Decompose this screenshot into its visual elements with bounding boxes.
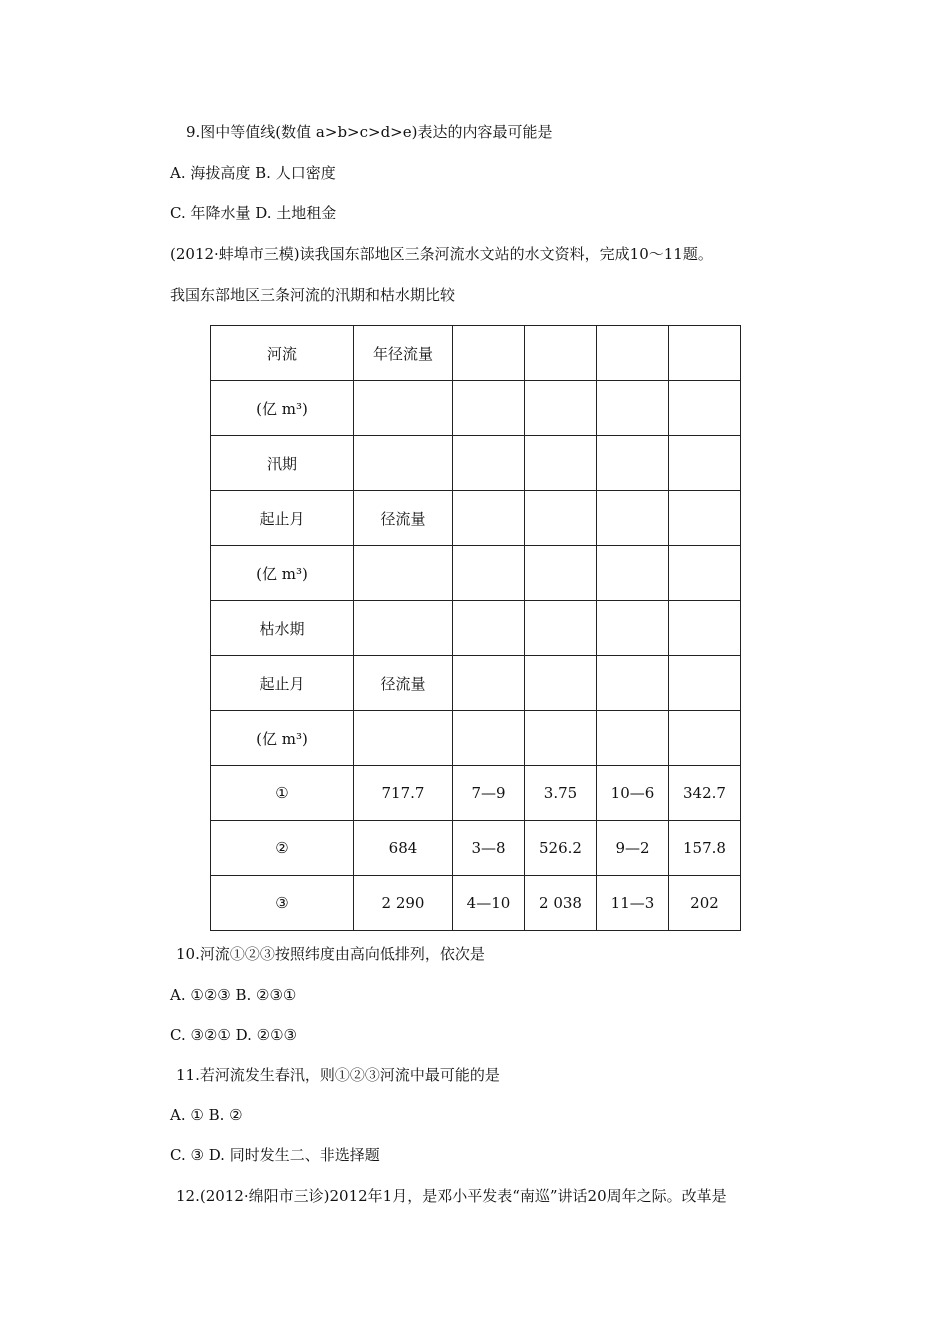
table-header-row: [211, 381, 741, 436]
q11-options-cd: C. ③ D. 同时发生二、非选择题: [170, 1146, 380, 1164]
table-cell: 526.2: [525, 821, 597, 876]
table-header-row: [211, 491, 741, 546]
q9-options-cd: C. 年降水量 D. 土地租金: [170, 204, 337, 222]
table-cell: 年径流量: [354, 326, 453, 381]
table-cell: [354, 711, 453, 766]
table-cell: [525, 326, 597, 381]
table-cell: 河流: [211, 326, 354, 381]
table-cell: [354, 436, 453, 491]
table-cell: [525, 601, 597, 656]
table-cell: [597, 381, 669, 436]
table-cell: [453, 601, 525, 656]
table-cell: (亿 m³): [211, 381, 354, 436]
table-cell: 9—2: [597, 821, 669, 876]
table-cell: [525, 381, 597, 436]
table-cell: [597, 546, 669, 601]
table-cell: 10—6: [597, 766, 669, 821]
table-header-row: [211, 546, 741, 601]
table-cell: 起止月: [211, 656, 354, 711]
q11-options-ab: A. ① B. ②: [170, 1106, 243, 1124]
table-cell: 717.7: [354, 766, 453, 821]
table-cell: [354, 381, 453, 436]
table-row: [211, 766, 741, 821]
table-cell: [525, 436, 597, 491]
q12-stem: 12.(2012·绵阳市三诊)2012年1月，是邓小平发表“南巡”讲话20周年之际。改革是: [176, 1187, 727, 1205]
table-cell: (亿 m³): [211, 711, 354, 766]
table-cell: 342.7: [669, 766, 741, 821]
table-cell: 157.8: [669, 821, 741, 876]
table-cell: (亿 m³): [211, 546, 354, 601]
table-cell: 7—9: [453, 766, 525, 821]
table-cell: 3.75: [525, 766, 597, 821]
table-header-row: [211, 326, 741, 381]
table-cell: [597, 601, 669, 656]
table-header-row: [211, 601, 741, 656]
q11-stem: 11.若河流发生春汛，则①②③河流中最可能的是: [176, 1066, 500, 1084]
table-cell: [669, 546, 741, 601]
table-cell: [669, 711, 741, 766]
table-cell: [453, 436, 525, 491]
table-row: [211, 821, 741, 876]
table-header-row: [211, 656, 741, 711]
table-cell: 684: [354, 821, 453, 876]
table-cell: [669, 326, 741, 381]
hydrology-table: [210, 325, 741, 931]
table-cell: [453, 491, 525, 546]
table-cell: 汛期: [211, 436, 354, 491]
table-cell: [669, 436, 741, 491]
table-cell: [354, 546, 453, 601]
table-cell: [354, 601, 453, 656]
table-cell: [525, 711, 597, 766]
intro-text: (2012·蚌埠市三模)读我国东部地区三条河流水文站的水文资料，完成10～11题。: [170, 245, 713, 263]
table-cell: 径流量: [354, 656, 453, 711]
table-cell: [525, 546, 597, 601]
table-cell: 202: [669, 876, 741, 931]
table-cell: 3—8: [453, 821, 525, 876]
table-cell: 2 290: [354, 876, 453, 931]
table-cell: [597, 491, 669, 546]
table-title: 我国东部地区三条河流的汛期和枯水期比较: [170, 286, 456, 304]
q10-options-cd: C. ③②① D. ②①③: [170, 1026, 297, 1044]
table-cell: ①: [211, 766, 354, 821]
table-cell: 枯水期: [211, 601, 354, 656]
table-cell: [453, 546, 525, 601]
table-cell: [597, 326, 669, 381]
table-cell: [669, 491, 741, 546]
table-cell: ③: [211, 876, 354, 931]
table-cell: 2 038: [525, 876, 597, 931]
table-cell: 11—3: [597, 876, 669, 931]
table-cell: [597, 711, 669, 766]
table-cell: [525, 656, 597, 711]
q10-stem: 10.河流①②③按照纬度由高向低排列，依次是: [176, 945, 485, 963]
table-cell: [453, 326, 525, 381]
table-cell: [669, 381, 741, 436]
table-header-row: [211, 711, 741, 766]
table-cell: [597, 656, 669, 711]
table-cell: ②: [211, 821, 354, 876]
q9-options-ab: A. 海拔高度 B. 人口密度: [170, 164, 336, 182]
table-cell: [453, 656, 525, 711]
table-cell: 起止月: [211, 491, 354, 546]
q10-options-ab: A. ①②③ B. ②③①: [170, 986, 297, 1004]
table-cell: [453, 381, 525, 436]
q9-stem: 9.图中等值线(数值 a>b>c>d>e)表达的内容最可能是: [186, 123, 553, 141]
table-cell: 径流量: [354, 491, 453, 546]
table-cell: 4—10: [453, 876, 525, 931]
table-row: [211, 876, 741, 931]
table-cell: [669, 656, 741, 711]
table-cell: [597, 436, 669, 491]
table-header-row: [211, 436, 741, 491]
table-cell: [525, 491, 597, 546]
table-cell: [669, 601, 741, 656]
table-cell: [453, 711, 525, 766]
